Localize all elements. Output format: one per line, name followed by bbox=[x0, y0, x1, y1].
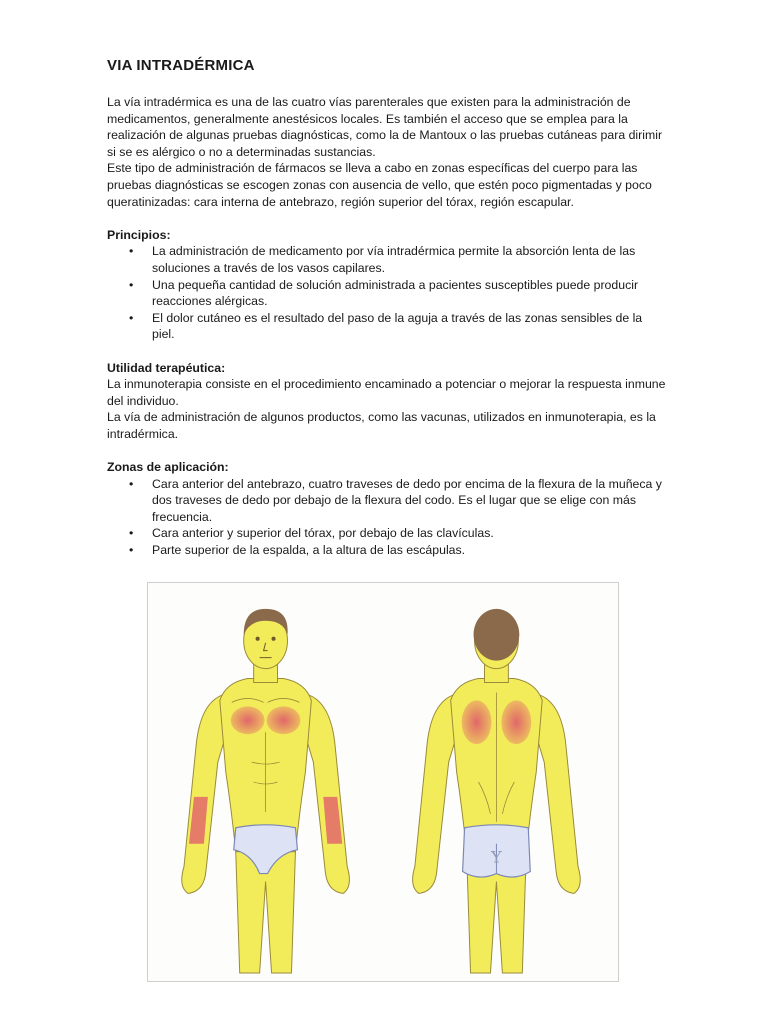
list-item: • El dolor cutáneo es el resultado del paso de la aguja a través de las zonas sensibles de la piel. bbox=[107, 310, 667, 343]
document-page bbox=[107, 57, 667, 559]
list-item: • Parte superior de la espalda, a la altura de las escápulas. bbox=[107, 542, 667, 559]
zonas-heading: Zonas de aplicación: bbox=[107, 460, 229, 475]
list-item: • Una pequeña cantidad de solución administrada a pacientes susceptibles puede producir reacciones alérgicas. bbox=[107, 277, 667, 310]
front-figure bbox=[182, 609, 350, 973]
back-underwear-mark: Y bbox=[491, 847, 502, 867]
back-figure bbox=[413, 609, 581, 973]
principios-list bbox=[107, 243, 667, 343]
list-item: • La administración de medicamento por vía intradérmica permite la absorción lenta de las soluciones a través de los vasos capilares. bbox=[107, 243, 667, 276]
utilidad-heading: Utilidad terapéutica: bbox=[107, 360, 226, 375]
utilidad-paragraph-1: La inmunoterapia consiste en el procedimiento encaminado a potenciar o mejorar la respuesta inmune del individuo. bbox=[107, 377, 666, 408]
utilidad-paragraph-2: La vía de administración de algunos productos, como las vacunas, utilizados en inmunoterapia, es la intradérmica. bbox=[107, 410, 656, 441]
page-title: VIA INTRADÉRMICA bbox=[107, 57, 255, 74]
principios-heading: Principios: bbox=[107, 227, 171, 242]
list-item: • Cara anterior y superior del tórax, por debajo de las clavículas. bbox=[107, 525, 667, 542]
scapula-zone-right bbox=[501, 700, 531, 744]
list-item: • Cara anterior del antebrazo, cuatro traveses de dedo por encima de la flexura de la muñeca y dos traveses de dedo por debajo de la flexura del codo. Es el lugar que se elige con más frecuencia. bbox=[107, 476, 667, 526]
chest-zone-left bbox=[231, 706, 265, 734]
zonas-list bbox=[107, 476, 667, 559]
body-figures-svg bbox=[148, 583, 618, 981]
body-zones-illustration bbox=[147, 582, 619, 982]
chest-zone-right bbox=[267, 706, 301, 734]
scapula-zone-left bbox=[462, 700, 492, 744]
intro-paragraph-1: La vía intradérmica es una de las cuatro vías parenterales que existen para la administración de medicamentos, generalmente anestésicos locales. Es también el acceso que se emplea para la realización de algunas pruebas diagnósticas, como la de Mantoux o las pruebas cutáneas para dirimir si se es alérgico o no a determinadas sustancias. bbox=[107, 95, 663, 159]
intro-paragraph-2: Este tipo de administración de fármacos se lleva a cabo en zonas específicas del cuerpo para las pruebas diagnósticas se escogen zonas con ausencia de vello, que estén poco pigmentadas y poco queratinizadas: cara interna de antebrazo, región superior del tórax, región escapular. bbox=[107, 161, 652, 209]
